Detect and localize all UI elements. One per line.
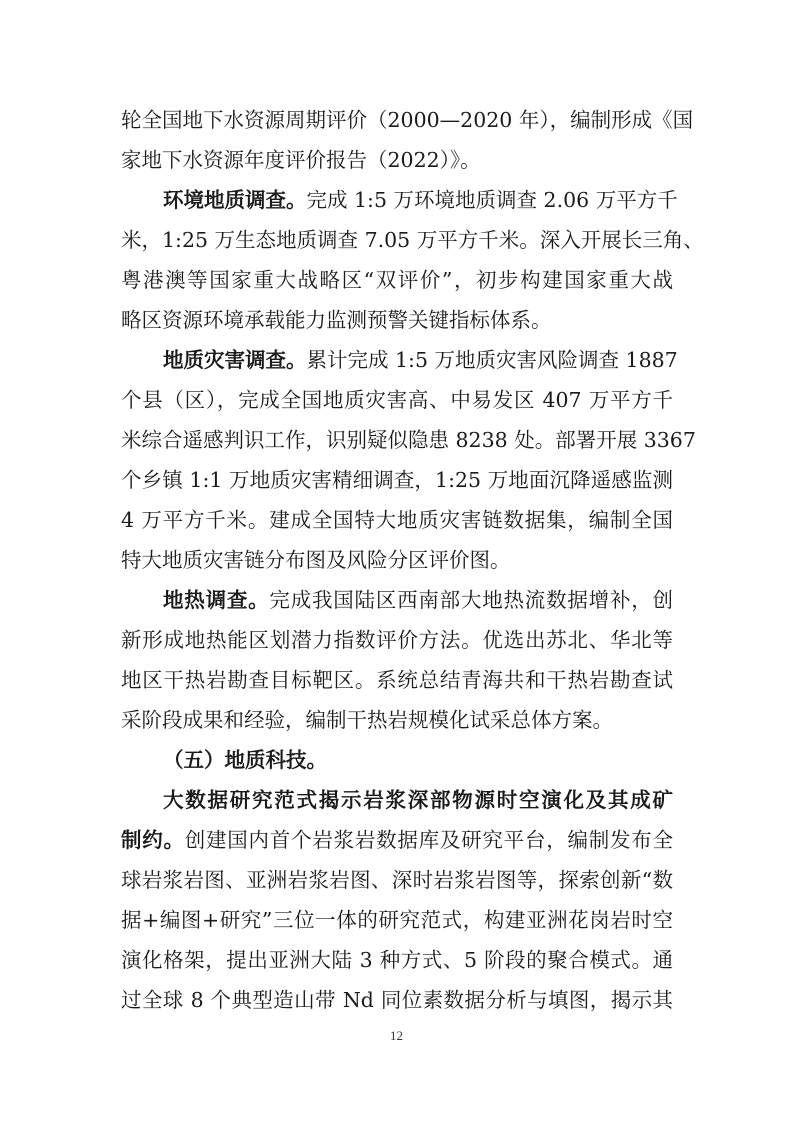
body-text-segment: 略区资源环境承载能力监测预警关键指标体系。 <box>121 308 552 332</box>
text-line <box>121 660 673 700</box>
body-text-segment: 米综合遥感判识工作，识别疑似隐患 8238 处。部署开展 3367 <box>121 428 696 452</box>
text-line <box>163 580 673 620</box>
text-line <box>121 700 673 740</box>
body-text-segment: 球岩浆岩图、亚洲岩浆岩图、深时岩浆岩图等，探索创新“数 <box>121 868 673 892</box>
text-line <box>121 140 673 180</box>
text-line <box>121 940 673 980</box>
text-line <box>121 460 673 500</box>
body-text-segment: 个乡镇 1:1 万地质灾害精细调查，1:25 万地面沉降遥感监测 <box>121 468 673 492</box>
text-line <box>163 740 673 780</box>
text-line <box>121 380 673 420</box>
text-line <box>163 780 673 820</box>
body-text-segment: 创建国内首个岩浆岩数据库及研究平台，编制发布全 <box>184 828 673 852</box>
body-text-segment: 累计完成 1:5 万地质灾害风险调查 1887 <box>306 348 678 372</box>
body-text-segment: 完成我国陆区西南部大地热流数据增补，创 <box>269 588 674 612</box>
body-text-segment: 轮全国地下水资源周期评价（2000—2020 年），编制形成《国 <box>121 108 694 132</box>
text-line <box>121 260 673 300</box>
text-line <box>121 900 673 940</box>
text-line <box>121 220 704 260</box>
text-line <box>121 540 673 580</box>
text-line <box>163 180 678 220</box>
body-text-segment: 完成 1:5 万环境地质调查 2.06 万平方千 <box>306 188 678 212</box>
bold-heading-text: 环境地质调查。 <box>163 188 307 212</box>
body-text-segment: 特大地质灾害链分布图及风险分区评价图。 <box>121 548 511 572</box>
text-line <box>121 860 673 900</box>
body-text-segment: 地区干热岩勘查目标靶区。系统总结青海共和干热岩勘查试 <box>121 668 673 692</box>
text-line <box>121 620 673 660</box>
body-text-segment: 过全球 8 个典型造山带 Nd 同位素数据分析与填图，揭示其 <box>121 988 673 1012</box>
body-text-segment: 新形成地热能区划潜力指数评价方法。优选出苏北、华北等 <box>121 628 673 652</box>
body-text-segment: 演化格架，提出亚洲大陆 3 种方式、5 阶段的聚合模式。通 <box>121 948 673 972</box>
page-number: 12 <box>390 1028 403 1043</box>
body-text-segment: 家地下水资源年度评价报告（2022）》。 <box>121 148 481 172</box>
text-line <box>121 980 673 1020</box>
body-text-segment: 采阶段成果和经验，编制干热岩规模化试采总体方案。 <box>121 708 613 732</box>
text-line <box>121 820 673 860</box>
bold-heading-text: 大数据研究范式揭示岩浆深部物源时空演化及其成矿 <box>163 788 673 812</box>
body-text-segment: 据+编图+研究”三位一体的研究范式，构建亚洲花岗岩时空 <box>121 908 673 932</box>
bold-heading-text: 地质灾害调查。 <box>163 348 307 372</box>
body-text-segment: 米，1:25 万生态地质调查 7.05 万平方千米。深入开展长三角、 <box>121 228 704 252</box>
text-line <box>121 100 694 140</box>
body-text-segment: 个县（区），完成全国地质灾害高、中易发区 407 万平方千 <box>121 388 673 412</box>
body-text-segment: 4 万平方千米。建成全国特大地质灾害链数据集，编制全国 <box>121 508 673 532</box>
text-line <box>163 340 678 380</box>
bold-heading-text: （五）地质科技。 <box>163 748 327 772</box>
text-line <box>121 300 673 340</box>
bold-heading-text: 地热调查。 <box>163 588 270 612</box>
text-line <box>121 420 696 460</box>
body-text-segment: 粤港澳等国家重大战略区“双评价”，初步构建国家重大战 <box>121 268 673 292</box>
bold-heading-text: 制约。 <box>121 828 185 852</box>
text-line <box>121 500 673 540</box>
